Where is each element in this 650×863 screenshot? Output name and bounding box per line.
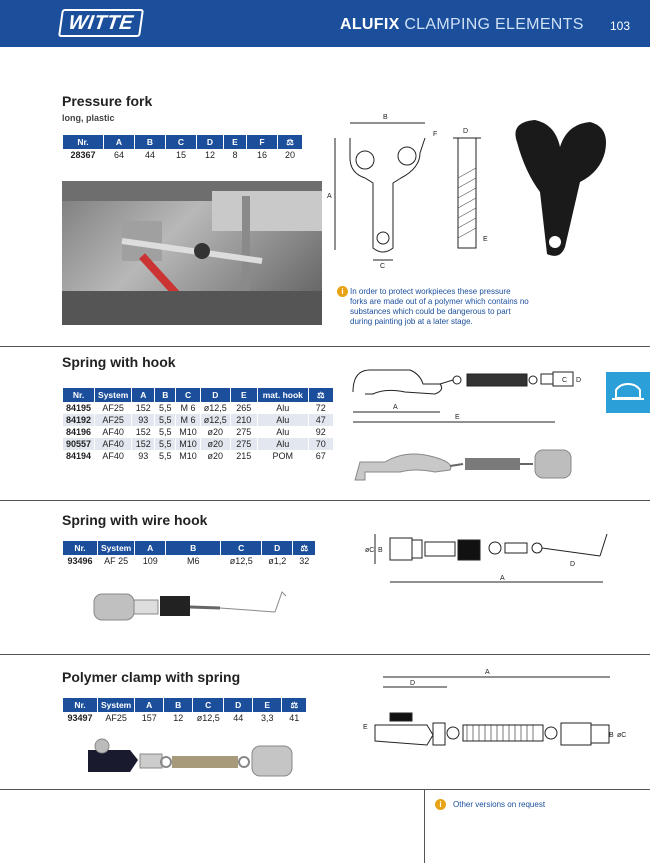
table-cell: 67 [315,451,326,461]
info-icon: i [435,799,446,810]
dim-label: E [455,414,460,421]
table-cell: Alu [258,414,308,426]
table-cell: ø12,5 [229,556,253,566]
article-number: 84196 [66,427,92,437]
table-cell: AF40 [102,427,124,437]
spring-hook-drawing [345,362,590,434]
dim-label: D [576,377,582,384]
table-cell: 109 [142,556,158,566]
table-cell: ø12,5 [203,403,227,413]
footer-note: Other versions on request [453,800,546,809]
table-cell: 20 [284,150,295,160]
catalog-title [340,16,584,34]
title-bold: ALUFIX [340,16,400,33]
spring-wire-hook-table [62,541,316,567]
table-row [63,149,302,161]
table-row [63,438,333,450]
polymer-clamp-table [62,698,307,724]
col-header: D [224,698,252,712]
article-number: 84195 [66,403,92,413]
dim-label: D [570,561,576,568]
table-cell: 16 [256,150,267,160]
table-cell: 15 [175,150,186,160]
table-cell: 5,5 [155,414,175,426]
dim-label: A [327,193,332,200]
table-row [63,450,333,462]
weight-icon: ⚖ [278,135,302,149]
dim-label: E [483,236,488,243]
spring-wire-hook-photo [90,582,300,632]
page-header [0,0,650,47]
article-number: 90557 [63,438,94,450]
table-header-row [63,135,302,149]
table-cell: 152 [132,438,154,450]
clamp-category-icon [606,372,650,413]
article-number: 84194 [66,451,92,461]
table-cell: ø12,5 [196,713,220,723]
table-cell: 3,3 [260,713,274,723]
witte-logo: WITTE [58,9,144,37]
table-cell: 70 [309,438,333,450]
table-cell: ø20 [207,427,224,437]
dim-label: F [433,131,438,138]
table-header-row [63,698,306,712]
table-cell: AF25 [105,713,127,723]
pressure-fork-photo [62,181,322,325]
spring-wire-hook-drawing [345,516,615,592]
table-cell: 41 [289,713,300,723]
table-cell: ø1,2 [268,556,287,566]
table-cell: 275 [231,438,257,450]
dim-label: B [378,547,383,554]
table-header-row [63,541,315,555]
table-cell: 5,5 [159,451,172,461]
table-row [63,426,333,438]
dim-label: D [463,128,469,135]
table-cell: 64 [113,150,124,160]
col-header: E [253,698,281,712]
table-cell: 47 [309,414,333,426]
dim-label: øC [365,547,375,554]
section-divider [0,346,650,347]
col-header: C [221,541,261,555]
weight-icon: ⚖ [309,388,333,402]
table-cell: 5,5 [159,403,172,413]
table-cell: AF25 [102,403,124,413]
pressure-fork-drawing [325,108,500,268]
col-header: F [247,135,277,149]
section-divider [0,654,650,655]
table-header-row [63,388,333,402]
dim-label: øC [617,732,627,739]
polymer-clamp-title: Polymer clamp with spring [62,669,241,685]
table-cell: M 6 [176,414,200,426]
col-header: C [166,135,196,149]
col-header: System [98,541,134,555]
dim-label: D [410,680,416,687]
table-cell: 157 [141,713,157,723]
col-header: Nr. [63,388,94,402]
category-tab[interactable] [606,372,650,413]
spring-hook-table [62,388,334,462]
dim-label: B [383,114,388,121]
col-header: A [135,698,163,712]
table-cell: AF25 [95,414,131,426]
col-header: mat. hook [258,388,308,402]
col-header: C [176,388,200,402]
table-cell: 92 [315,427,326,437]
dim-label: C [380,263,386,270]
dim-label: E [363,724,368,731]
table-cell: POM [272,451,294,461]
table-row [63,402,333,414]
col-header: E [231,388,257,402]
pressure-fork-subtitle: long, plastic [62,113,115,123]
weight-icon: ⚖ [293,541,315,555]
polymer-clamp-drawing [355,665,625,775]
black-fork-image [505,112,615,262]
table-cell: 93 [132,414,154,426]
col-header: System [98,698,134,712]
table-cell: 8 [232,150,238,160]
col-header: D [197,135,223,149]
spring-hook-title: Spring with hook [62,354,176,370]
col-header: A [132,388,154,402]
pressure-fork-title: Pressure fork [62,93,153,109]
page-number: 103 [610,19,631,33]
pressure-fork-table [62,135,303,161]
info-icon: i [337,286,348,297]
col-header: Nr. [63,541,97,555]
table-cell: 152 [135,427,151,437]
col-header: C [193,698,223,712]
dim-label: A [393,404,398,411]
col-header: B [164,698,192,712]
table-cell: 5,5 [159,427,172,437]
table-cell: M6 [186,556,200,566]
footer-divider [424,790,425,863]
table-row [63,414,333,426]
col-header: D [262,541,292,555]
spring-wire-hook-title: Spring with wire hook [62,512,208,528]
table-cell: 152 [135,403,151,413]
table-cell: M10 [179,451,197,461]
table-cell: 93 [138,451,149,461]
table-cell: 265 [236,403,252,413]
article-number: 93497 [67,713,93,723]
spring-hook-photo [345,440,590,492]
table-cell: 72 [315,403,326,413]
pressure-fork-note: In order to protect workpieces these pressure forks are made out of a polymer which contains no substances which could be dangerous to part during painting job at a later stage. [350,287,529,326]
section-divider [0,789,650,790]
article-number: 28367 [70,150,96,160]
table-cell: 215 [236,451,252,461]
section-divider [0,500,650,501]
col-header: B [166,541,220,555]
table-cell: M10 [176,438,200,450]
table-cell: AF40 [95,438,131,450]
col-header: B [135,135,165,149]
weight-icon: ⚖ [282,698,306,712]
title-light: CLAMPING ELEMENTS [404,16,584,33]
col-header: Nr. [63,135,103,149]
col-header: D [201,388,230,402]
table-row [63,555,315,567]
col-header: System [95,388,131,402]
table-cell: Alu [276,427,290,437]
table-cell: Alu [276,403,290,413]
col-header: B [155,388,175,402]
table-cell: 275 [236,427,252,437]
col-header: Nr. [63,698,97,712]
machine-illustration [62,181,322,325]
table-cell: 5,5 [155,438,175,450]
col-header: E [224,135,246,149]
table-cell: 44 [233,713,244,723]
col-header: A [135,541,165,555]
dim-label: A [500,575,505,582]
table-cell: M 6 [180,403,196,413]
table-cell: 32 [299,556,310,566]
dim-label: B [609,732,614,739]
table-cell: 210 [231,414,257,426]
article-number: 84192 [63,414,94,426]
table-cell: M10 [179,427,197,437]
dim-label: C [562,377,568,384]
col-header: A [104,135,134,149]
table-cell: ø20 [201,438,230,450]
table-cell: ø20 [207,451,224,461]
polymer-clamp-photo [70,732,320,782]
table-row [63,712,306,724]
table-cell: ø12,5 [201,414,230,426]
article-number: 93496 [67,556,93,566]
table-cell: 12 [173,713,184,723]
table-cell: 44 [144,150,155,160]
table-cell: Alu [258,438,308,450]
dim-label: A [485,669,490,676]
table-cell: AF 25 [104,556,129,566]
table-cell: 12 [204,150,215,160]
table-cell: AF40 [102,451,124,461]
